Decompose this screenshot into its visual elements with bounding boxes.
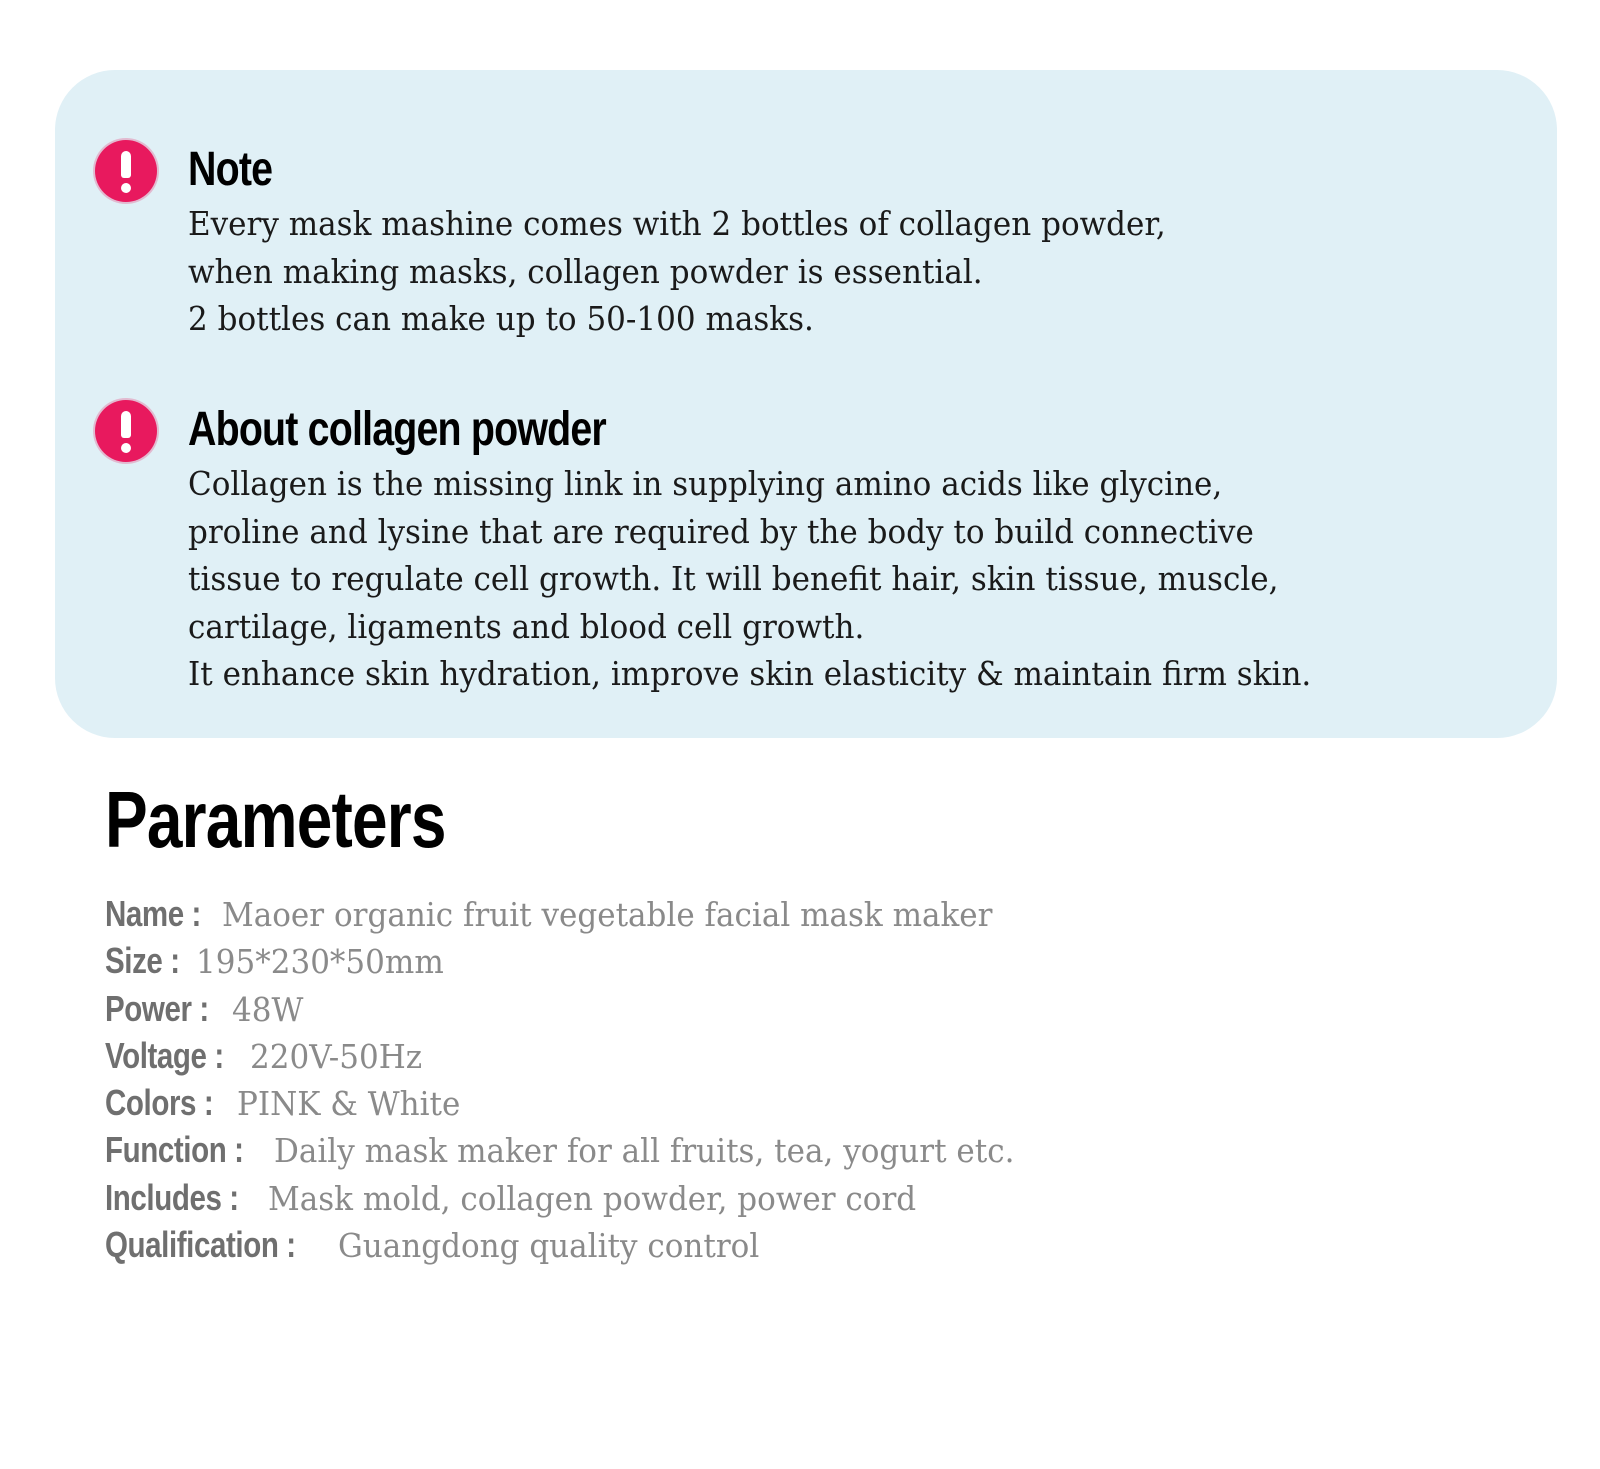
parameter-value: Daily mask maker for all fruits, tea, yogurt etc.	[273, 1131, 1015, 1171]
parameter-value: Mask mold, collagen powder, power cord	[268, 1178, 917, 1218]
exclamation-circle-icon	[95, 400, 157, 462]
note-line: when making masks, collagen powder is essential.	[188, 251, 983, 291]
parameter-label: Qualification :	[105, 1224, 296, 1266]
note-heading: Note	[188, 143, 273, 196]
parameter-value: Guangdong quality control	[337, 1226, 759, 1266]
parameter-value: 48W	[231, 989, 303, 1029]
parameter-label: Size :	[105, 940, 180, 982]
parameter-value: 195*230*50mm	[196, 942, 444, 982]
parameter-row-colors	[105, 1079, 1062, 1126]
parameter-label: Power :	[105, 987, 209, 1029]
parameters-title: Parameters	[105, 775, 446, 864]
parameter-value: Maoer organic fruit vegetable facial mask maker	[222, 895, 993, 934]
parameter-value: PINK & White	[237, 1084, 461, 1124]
parameter-row-name	[105, 890, 1062, 937]
parameter-label: Voltage :	[105, 1034, 224, 1076]
collagen-line: tissue to regulate cell growth. It will benefit hair, skin tissue, muscle,	[188, 559, 1279, 598]
parameter-row-size	[105, 937, 1062, 984]
parameter-row-includes	[105, 1174, 1062, 1221]
collagen-line: Collagen is the missing link in supplying amino acids like glycine,	[188, 464, 1223, 503]
parameter-row-voltage	[105, 1032, 1062, 1079]
collagen-body	[188, 460, 1508, 698]
parameter-label: Colors :	[105, 1082, 214, 1124]
parameter-label: Function :	[105, 1129, 244, 1171]
parameter-row-power	[105, 985, 1062, 1032]
collagen-line: cartilage, ligaments and blood cell growth.	[188, 606, 865, 646]
parameter-label: Includes :	[105, 1176, 239, 1218]
collagen-line: proline and lysine that are required by the body to build connective	[188, 511, 1254, 551]
note-line: Every mask mashine comes with 2 bottles of collagen powder,	[188, 204, 1166, 243]
note-line: 2 bottles can make up to 50-100 masks.	[188, 299, 814, 338]
collagen-heading: About collagen powder	[188, 403, 606, 456]
exclamation-circle-icon	[95, 140, 157, 202]
collagen-line: It enhance skin hydration, improve skin elasticity & maintain firm skin.	[188, 654, 1312, 693]
parameter-row-function	[105, 1126, 1062, 1173]
info-panel	[55, 70, 1557, 738]
parameter-label: Name :	[105, 893, 201, 934]
parameter-value: 220V-50Hz	[249, 1036, 422, 1076]
note-body	[188, 200, 1508, 343]
parameter-row-qualification	[105, 1221, 1062, 1268]
parameters-list	[105, 890, 1062, 1268]
